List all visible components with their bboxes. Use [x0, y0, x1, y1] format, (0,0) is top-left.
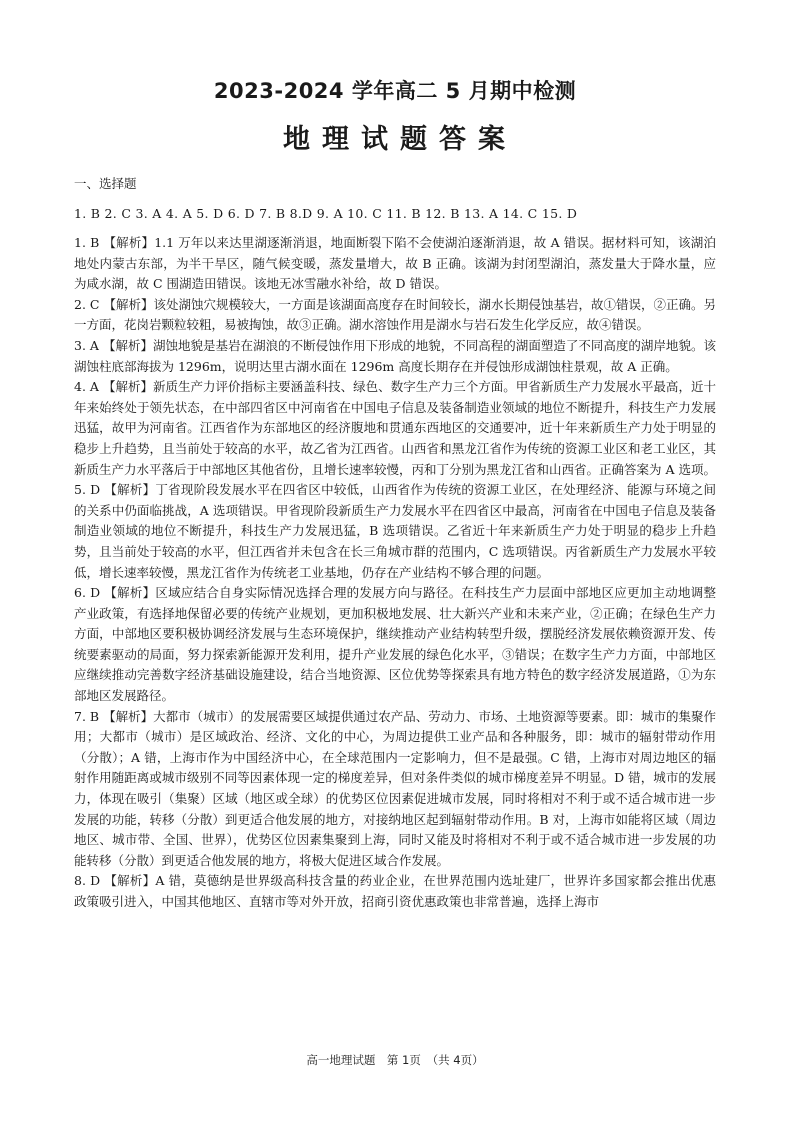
- analysis-tag: 【解析】: [102, 337, 153, 353]
- explanation-item: [74, 336, 716, 377]
- analysis-tag: 【解析】: [103, 296, 154, 312]
- analysis-tag: 【解析】: [104, 585, 156, 601]
- question-number: 1. B: [74, 235, 100, 250]
- question-number: 6. D: [74, 585, 101, 601]
- document-subtitle: 地理试题答案: [283, 124, 517, 155]
- question-number: 4. A: [74, 379, 99, 395]
- explanation-text: 新质生产力评价指标主要涵盖科技、绿色、数字生产力三个方面。甲省新质生产力发展水平最高，近十年来始终处于领先状态，在中部四省区中河南省在中国电子信息及装备制造业领域的地位不断提升，科技生产力发展迅猛，故甲为河南省。江西省作为东部地区的经济腹地和贯通东西地区的交通要冲，近十年来新质生产力处于明显的稳步上升趋势，且当前处于较高的水平，故乙省为江西省。山西省和黑龙江省作为传统的资源工业区和老工业区，其新质生产力水平落后于中部地区其他省份，且增长速率较慢，丙和丁分别为黑龙江省和山西省。正确答案为 A 选项。: [74, 379, 716, 477]
- section-label: 一、选择题: [74, 176, 137, 191]
- page-footer: 高一地理试题 第 1页 （共 4页）: [306, 1053, 484, 1067]
- analysis-tag: 【解析】: [104, 482, 156, 498]
- explanation-item: [74, 583, 716, 707]
- explanation-text: 1.1 万年以来达里湖逐渐消退，地面断裂下陷不会使湖泊逐渐消退，故 A 错误。据材料可知，该湖泊地处内蒙古东部，为半干旱区，随气候变暖，蒸发量增大，故 B 正确。该湖为封闭型湖泊，蒸发量大于降水量，应为咸水湖，故 C 围湖造田错误。该地无冰雪融水补给，故 D 错误。: [74, 235, 716, 292]
- analysis-tag: 【解析】: [103, 235, 155, 250]
- question-number: 5. D: [74, 482, 101, 498]
- explanation-item: [74, 707, 716, 872]
- document-title: 2023-2024 学年高二 5 月期中检测: [213, 79, 577, 103]
- analysis-tag: 【解析】: [102, 379, 153, 395]
- explanations-list: [74, 233, 716, 913]
- explanation-text: A 错，莫德纳是世界级高科技含量的药业企业，在世界范围内选址建厂，世界许多国家都会推出优惠政策吸引进入，中国其他地区、直辖市等对外开放，招商引资优惠政策也非常普遍，选择上海市: [74, 873, 716, 909]
- explanation-text: 丁省现阶段发展水平在四省区中较低，山西省作为传统的资源工业区，在处理经济、能源与环境之间的关系中仍面临挑战，A 选项错误。甲省现阶段新质生产力发展水平在四省区中最高，河南省在中国电子信息及装备制造业领域的地位不断提升，科技生产力发展迅猛，B 选项错误。乙省近十年来新质生产力处于明显的稳步上升趋势，且当前处于较高的水平，但江西省并未包含在长三角城市群的范围内，C 选项错误。丙省新质生产力发展水平较低，增长速率较慢，黑龙江省作为传统老工业基地，仍存在产业结构不够合理的问题。: [74, 482, 716, 580]
- explanation-text: 区域应结合自身实际情况选择合理的发展方向与路径。在科技生产力层面中部地区应更加主动地调整产业政策，有选择地保留必要的传统产业规划，更加积极地发展、壮大新兴产业和未来产业，②正确；在绿色生产力方面，中部地区要积极协调经济发展与生态环境保护，继续推动产业结构转型升级，摆脱经济发展依赖资源开发、传统要素驱动的局面，努力探索新能源开发利用，提升产业发展的绿色化水平，③错误；在数字生产力方面，中部地区应继续推动完善数字经济基础设施建设，结合当地资源、区位优势等探索具有地方特色的数字经济发展道路，①为东部地区发展路径。: [74, 585, 716, 704]
- explanation-item: [74, 295, 716, 336]
- question-number: 2. C: [74, 296, 100, 312]
- explanation-text: 大都市（城市）的发展需要区域提供通过农产品、劳动力、市场、土地资源等要素。即：城市的集聚作用；大都市（城市）是区域政治、经济、文化的中心，为周边提供工业产品和各种服务，即：城市的辐射带动作用（分散）；A 错，上海市作为中国经济中心，在全球范围内一定影响力，但不是最强。C 错，上海市对周边地区的辐射作用随距离或城市级别不同等因素体现一定的梯度差异，但对条件类似的城市梯度差异不明显。D 错，城市的发展力，体现在吸引（集聚）区域（地区或全球）的优势区位因素促进城市发展，同时将相对不利于或不适合城市进一步发展的功能，转移（分散）到更适合他发展的地方，对接纳地区起到辐射带动作用。B 对，上海市如能将区域（周边地区、城市带、全国、世界），优势区位因素集聚到上海，同时又能及时将相对不利于或不适合城市进一步发展的功能转移（分散）到更适合他发展的地方，将极大促进区域合作发展。: [74, 708, 716, 868]
- explanation-text: 该处湖蚀穴规模较大，一方面是该湖面高度存在时间较长，湖水长期侵蚀基岩，故①错误，②正确。另一方面，花岗岩颗粒较粗，易被掏蚀，故③正确。湖水溶蚀作用是湖水与岩石发生化学反应，故④错误。: [74, 296, 716, 333]
- analysis-tag: 【解析】: [103, 708, 154, 724]
- question-number: 8. D: [74, 873, 101, 889]
- question-number: 3. A: [74, 337, 99, 353]
- explanation-item: [74, 871, 716, 912]
- explanation-item: [74, 377, 716, 480]
- explanation-text: 湖蚀地貌是基岩在湖浪的不断侵蚀作用下形成的地貌，不同高程的湖面塑造了不同高度的湖岸地貌。该湖蚀柱底部海拔为 1296m，说明达里古湖水面在 1296m 高度长期存在并侵蚀形成湖蚀柱景观，故 A 正确。: [74, 337, 716, 374]
- explanation-item: [74, 480, 716, 583]
- answer-key-line: 1. B 2. C 3. A 4. A 5. D 6. D 7. B 8.D 9. A 10. C 11. B 12. B 13. A 14. C 15. D: [74, 206, 578, 221]
- explanation-item: [74, 233, 716, 295]
- analysis-tag: 【解析】: [104, 873, 156, 889]
- question-number: 7. B: [74, 708, 100, 724]
